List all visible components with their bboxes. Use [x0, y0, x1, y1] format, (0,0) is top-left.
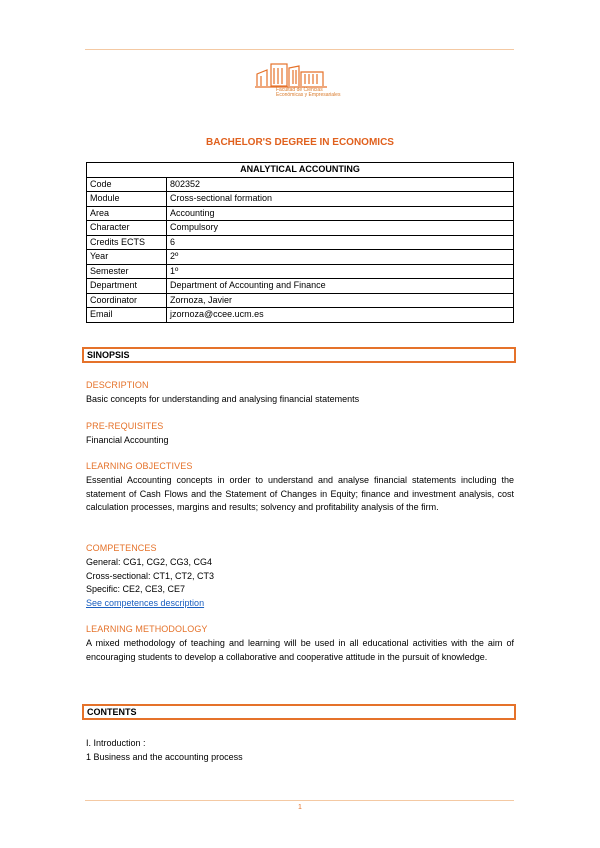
row-value: Compulsory [167, 221, 514, 236]
row-key: Credits ECTS [87, 235, 167, 250]
competences-heading: COMPETENCES [86, 543, 157, 553]
faculty-logo [253, 60, 335, 106]
table-row [87, 235, 514, 250]
row-key: Module [87, 192, 167, 207]
row-key: Department [87, 279, 167, 294]
row-key: Code [87, 177, 167, 192]
methodology-block [86, 624, 514, 664]
description-block [86, 380, 514, 407]
row-key: Email [87, 308, 167, 323]
row-key: Character [87, 221, 167, 236]
competences-block [86, 543, 514, 610]
course-title: ANALYTICAL ACCOUNTING [87, 163, 514, 178]
contents-list [86, 737, 514, 764]
table-row [87, 264, 514, 279]
row-value: Department of Accounting and Finance [167, 279, 514, 294]
logo-caption-line1: Facultad de Ciencias [276, 87, 323, 93]
table-row [87, 293, 514, 308]
row-key: Coordinator [87, 293, 167, 308]
competences-specific: Specific: CE2, CE3, CE7 [86, 584, 186, 594]
contents-item: I. Introduction : [86, 738, 146, 748]
prerequisites-heading: PRE-REQUISITES [86, 421, 164, 431]
prerequisites-text: Financial Accounting [86, 435, 169, 445]
table-row [87, 279, 514, 294]
learning-objectives-text: Essential Accounting concepts in order to understand and analyse financial statements including the statement of Cash Flows and the Statement of Changes in Equity; finance and investment analysis, cost calculation processes, margins and results; solvency and profitability analysis of the firm. [86, 475, 514, 512]
row-value: 6 [167, 235, 514, 250]
competences-cross-sectional: Cross-sectional: CT1, CT2, CT3 [86, 570, 215, 581]
sinopsis-section-header: SINOPSIS [82, 347, 516, 363]
prerequisites-block [86, 421, 514, 448]
course-info-table [86, 162, 514, 323]
description-heading: DESCRIPTION [86, 380, 149, 390]
table-row [87, 177, 514, 192]
row-key: Year [87, 250, 167, 265]
methodology-text: A mixed methodology of teaching and learning will be used in all educational activities with the aim of encouraging students to develop a collaborative and cooperative attitude in the pursuit of knowledge. [86, 638, 514, 662]
description-text: Basic concepts for understanding and analysing financial statements [86, 394, 360, 404]
row-value: Accounting [167, 206, 514, 221]
row-value: jzornoza@ccee.ucm.es [167, 308, 514, 323]
row-value: 1º [167, 264, 514, 279]
contents-item: 1 Business and the accounting process [86, 751, 243, 762]
row-value: 2º [167, 250, 514, 265]
row-key: Area [87, 206, 167, 221]
header-rule [85, 49, 514, 50]
table-row [87, 250, 514, 265]
table-row [87, 206, 514, 221]
table-row [87, 192, 514, 207]
building-logo-icon [253, 60, 335, 90]
row-value: 802352 [167, 177, 514, 192]
competences-general: General: CG1, CG2, CG3, CG4 [86, 557, 213, 567]
methodology-heading: LEARNING METHODOLOGY [86, 624, 208, 634]
row-key: Semester [87, 264, 167, 279]
footer-rule [85, 800, 514, 801]
learning-objectives-heading: LEARNING OBJECTIVES [86, 461, 193, 471]
table-row [87, 308, 514, 323]
row-value: Zornoza, Javier [167, 293, 514, 308]
learning-objectives-block [86, 461, 514, 515]
logo-caption-line2: Económicas y Empresariales [276, 92, 341, 98]
page-number: 1 [298, 804, 302, 811]
competences-description-link[interactable]: See competences description [86, 597, 205, 608]
degree-title: BACHELOR'S DEGREE IN ECONOMICS [206, 137, 394, 148]
table-row [87, 221, 514, 236]
row-value: Cross-sectional formation [167, 192, 514, 207]
contents-section-header: CONTENTS [82, 704, 516, 720]
logo-caption [276, 88, 340, 98]
